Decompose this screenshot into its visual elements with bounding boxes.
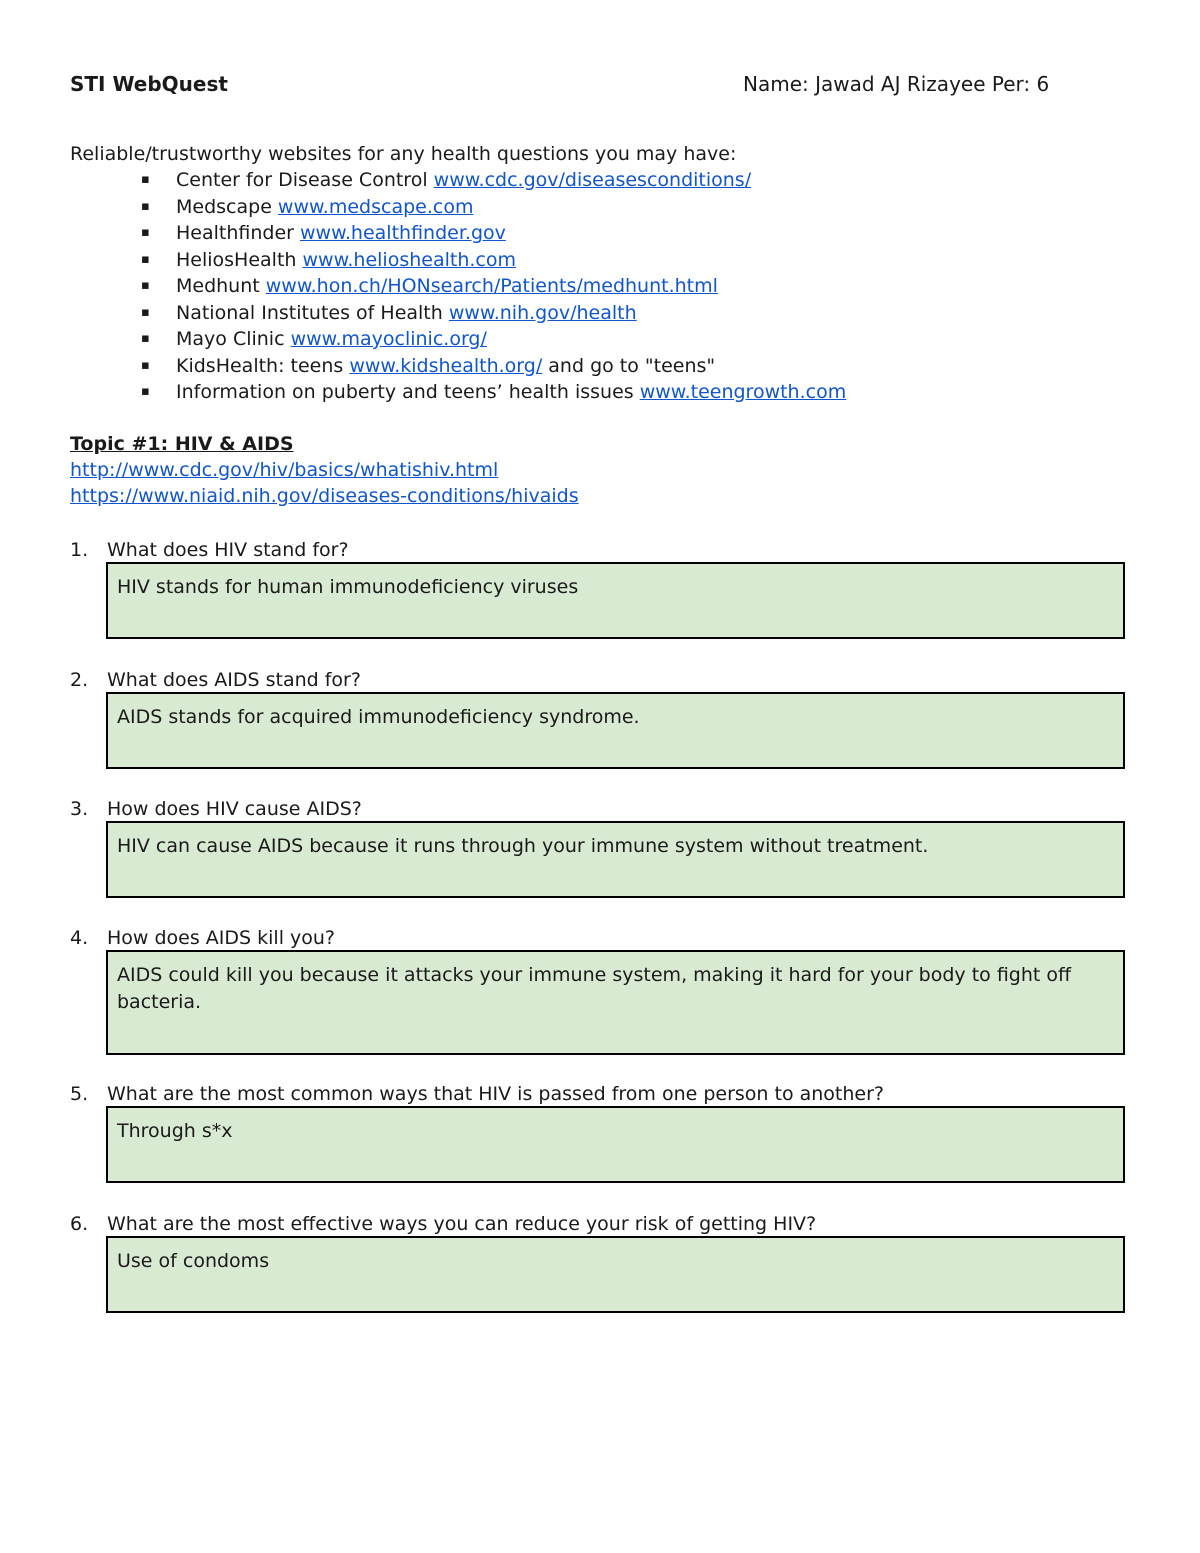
list-item <box>70 273 846 300</box>
topic-link-cdc[interactable]: http://www.cdc.gov/hiv/basics/whatishiv.html <box>70 459 499 481</box>
bullet-icon: ▪ <box>141 357 150 373</box>
site-name: KidsHealth: teens <box>176 354 350 377</box>
question-line <box>70 1081 1132 1107</box>
question-line <box>70 796 1132 822</box>
question-2 <box>70 667 1132 728</box>
question-text: What does AIDS stand for? <box>107 669 361 691</box>
site-link[interactable]: www.nih.gov/health <box>448 301 637 324</box>
list-item <box>70 167 846 194</box>
bullet-icon: ▪ <box>141 304 150 320</box>
topic-title: Topic #1: HIV & AIDS <box>70 433 294 455</box>
site-name: Information on puberty and teens’ health issues <box>176 381 640 403</box>
list-item <box>70 300 846 327</box>
answer-box[interactable]: Use of condoms <box>106 1236 1125 1313</box>
site-link[interactable]: www.teengrowth.com <box>639 381 847 403</box>
question-line <box>70 1211 1132 1237</box>
question-line <box>70 537 1132 563</box>
worksheet-title: STI WebQuest <box>70 72 228 96</box>
answer-box[interactable]: HIV stands for human immunodeficiency viruses <box>106 562 1125 639</box>
answer-box[interactable]: Through s*x <box>106 1106 1125 1183</box>
bullet-icon: ▪ <box>141 172 150 187</box>
site-link[interactable]: www.helioshealth.com <box>302 248 516 271</box>
question-number: 3. <box>70 798 89 820</box>
question-number: 4. <box>70 927 89 949</box>
question-text: How does HIV cause AIDS? <box>107 798 362 820</box>
question-text: How does AIDS kill you? <box>107 927 336 949</box>
site-link[interactable]: www.medscape.com <box>277 195 474 218</box>
site-name: Medscape <box>176 195 278 218</box>
question-number: 1. <box>70 539 89 561</box>
question-number: 2. <box>70 669 89 691</box>
site-link[interactable]: www.kidshealth.org/ <box>349 354 543 377</box>
question-number: 5. <box>70 1083 89 1105</box>
question-line <box>70 667 1132 693</box>
site-link[interactable]: www.cdc.gov/diseasesconditions/ <box>433 169 752 191</box>
question-text: What are the most effective ways you can reduce your risk of getting HIV? <box>107 1213 817 1235</box>
site-name: Healthfinder <box>176 222 301 244</box>
question-5 <box>70 1081 1132 1142</box>
bullet-icon: ▪ <box>141 225 150 240</box>
student-name-period: Name: Jawad AJ Rizayee Per: 6 <box>743 72 1050 96</box>
header <box>70 72 1100 102</box>
list-item <box>70 379 846 406</box>
bullet-icon: ▪ <box>141 384 150 399</box>
question-text: What does HIV stand for? <box>107 539 349 561</box>
answer-box[interactable]: AIDS could kill you because it attacks your immune system, making it hard for your body to fight off bacteria. <box>106 950 1125 1055</box>
answer-box[interactable]: AIDS stands for acquired immunodeficiency syndrome. <box>106 692 1125 769</box>
bullet-icon: ▪ <box>141 251 150 267</box>
question-1 <box>70 537 1132 598</box>
site-name: National Institutes of Health <box>176 301 449 324</box>
bullet-icon: ▪ <box>141 198 150 214</box>
question-number: 6. <box>70 1213 89 1235</box>
bullet-icon: ▪ <box>141 331 150 346</box>
intro-text: Reliable/trustworthy websites for any health questions you may have: <box>70 143 737 165</box>
question-line <box>70 925 1132 951</box>
question-6 <box>70 1211 1132 1272</box>
site-name: Mayo Clinic <box>176 328 291 350</box>
list-item <box>70 247 846 274</box>
site-link[interactable]: www.healthfinder.gov <box>300 222 506 244</box>
list-item <box>70 353 846 380</box>
site-name: HeliosHealth <box>176 248 303 271</box>
site-link[interactable]: www.mayoclinic.org/ <box>290 328 487 350</box>
question-3 <box>70 796 1132 857</box>
answer-box[interactable]: HIV can cause AIDS because it runs through your immune system without treatment. <box>106 821 1125 898</box>
site-name: Medhunt <box>176 275 266 297</box>
site-link[interactable]: www.hon.ch/HONsearch/Patients/medhunt.html <box>265 275 718 297</box>
question-text: What are the most common ways that HIV is passed from one person to another? <box>107 1083 885 1105</box>
list-item <box>70 220 846 247</box>
topic-link-niaid[interactable]: https://www.niaid.nih.gov/diseases-conditions/hivaids <box>70 485 579 507</box>
bullet-icon: ▪ <box>141 278 150 293</box>
website-list <box>70 167 846 406</box>
site-suffix: and go to "teens" <box>542 354 716 377</box>
question-4 <box>70 925 1132 1013</box>
list-item <box>70 326 846 353</box>
topic-section <box>70 431 579 509</box>
list-item <box>70 194 846 221</box>
site-name: Center for Disease Control <box>176 169 434 191</box>
